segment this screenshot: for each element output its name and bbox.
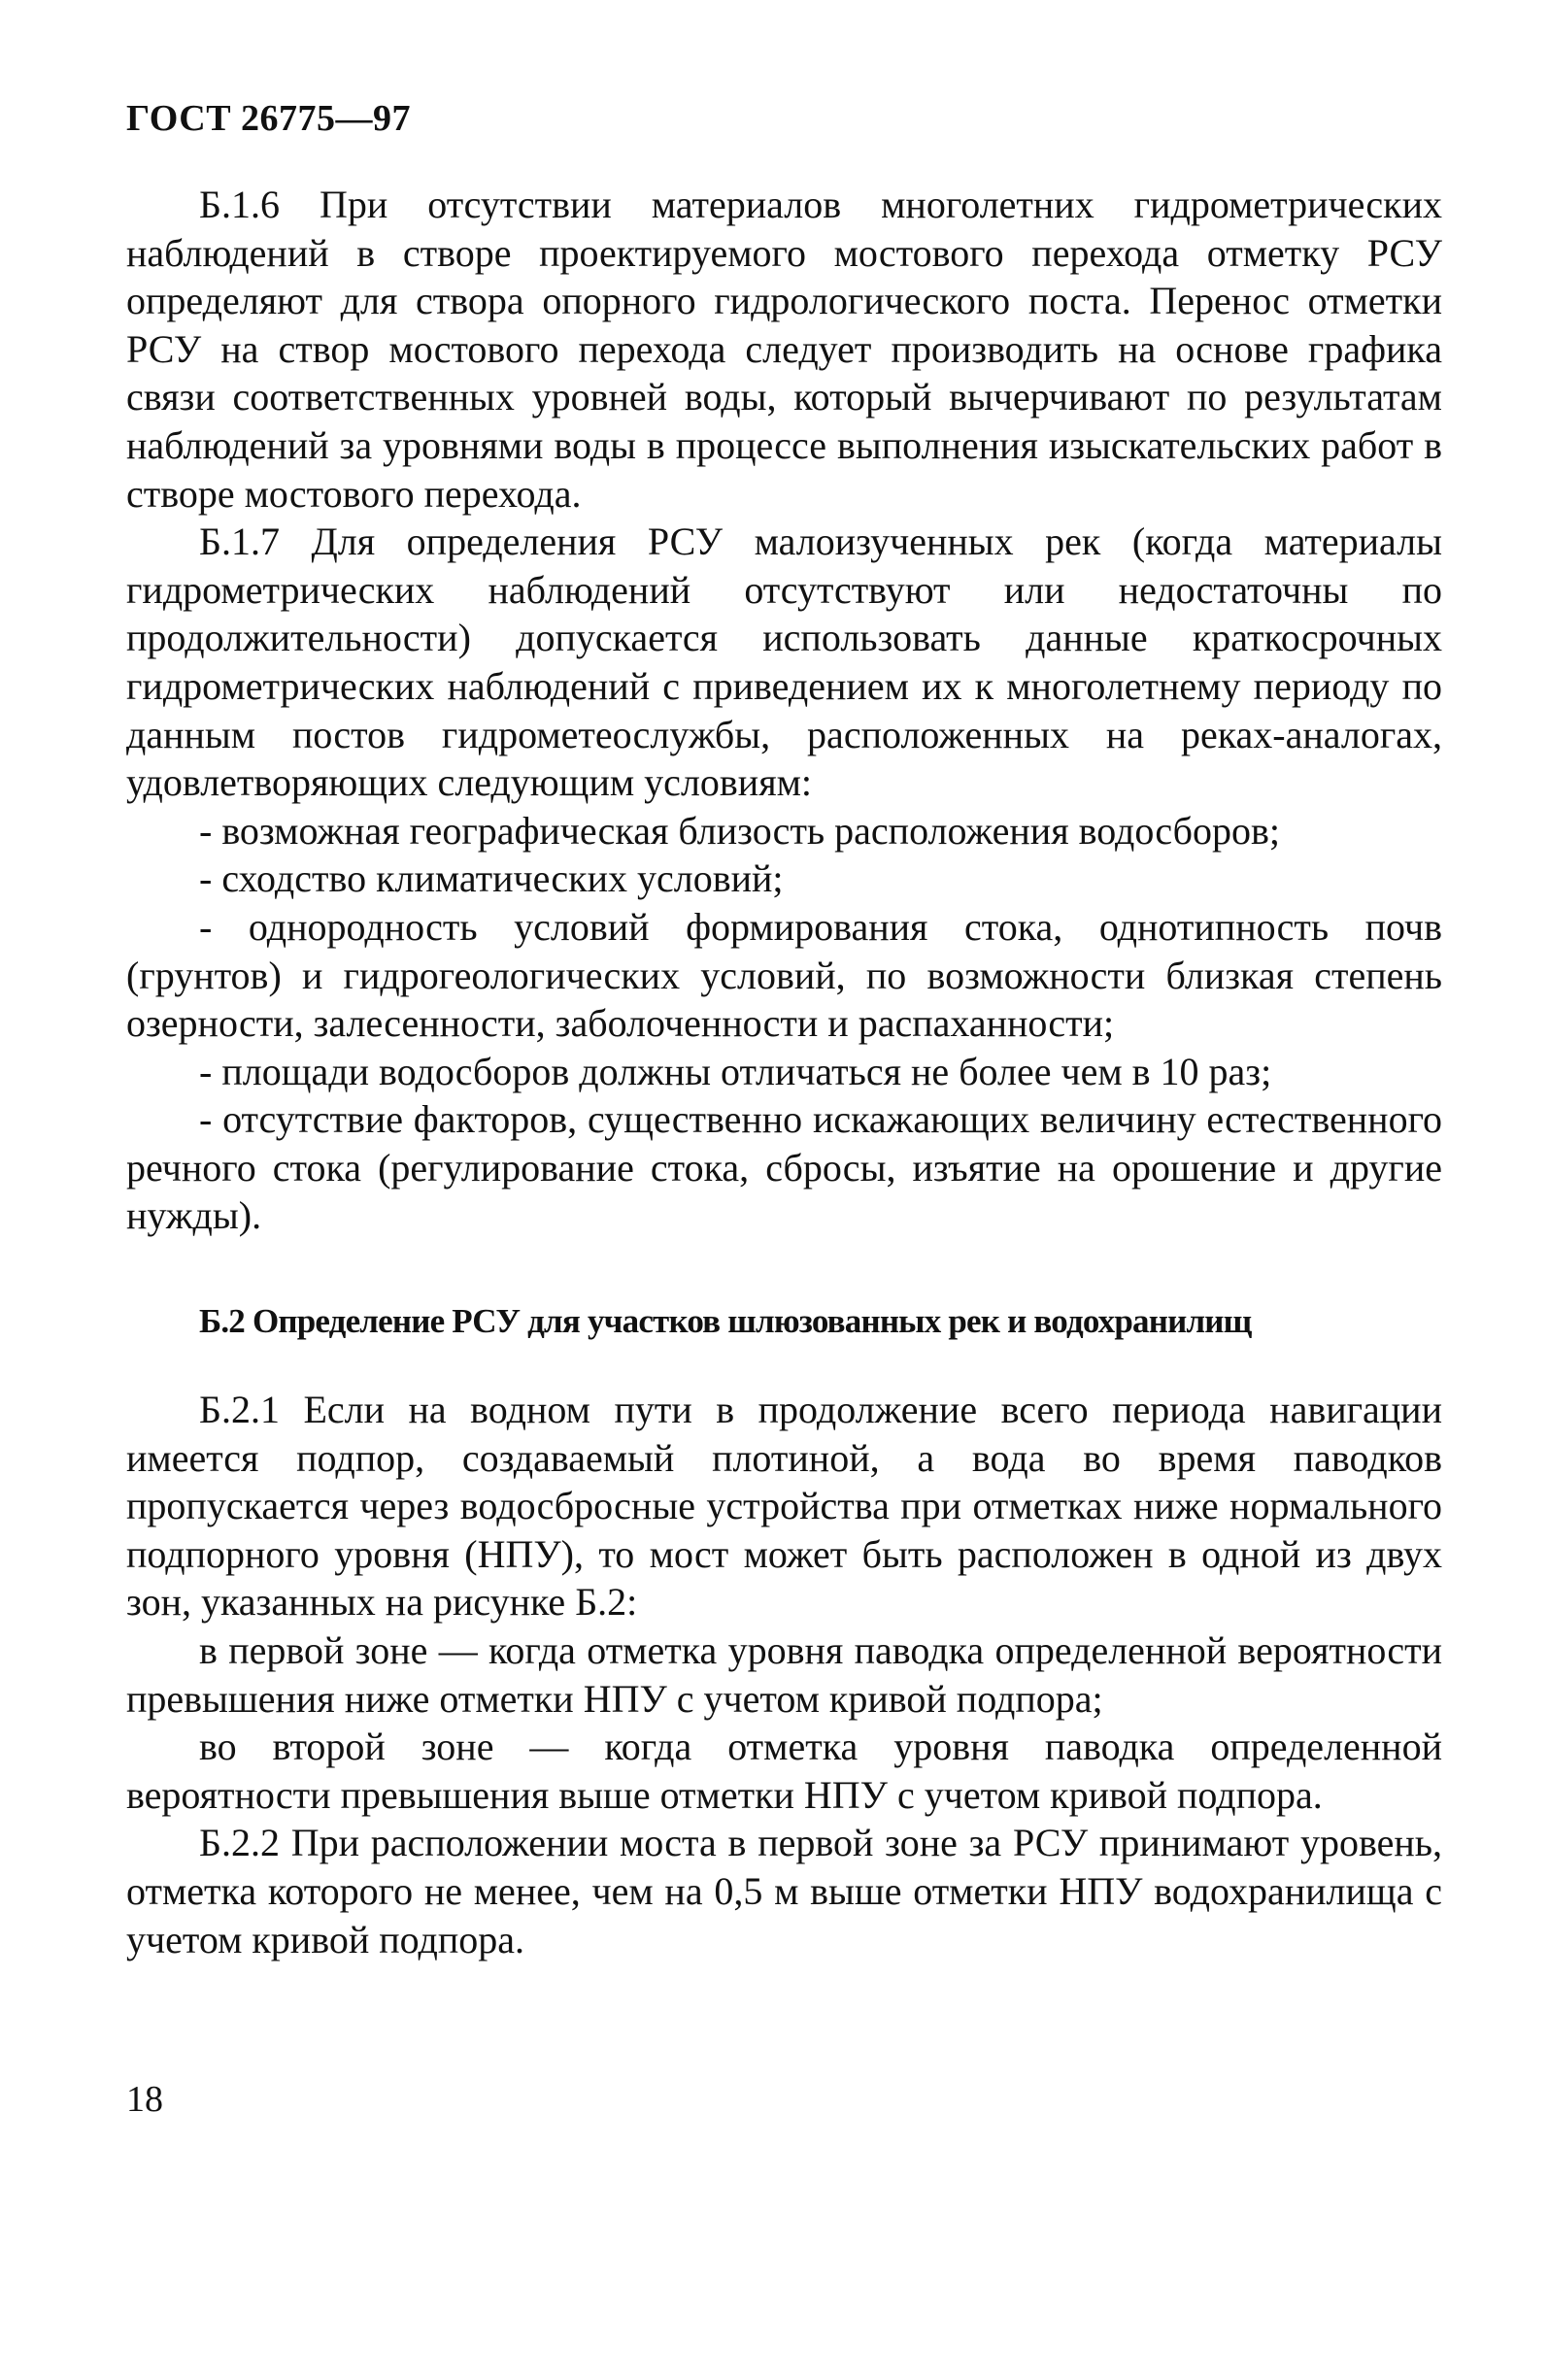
paragraph-zone-1: в первой зоне — когда отметка уровня паводка определенной вероятности превышения ниже отметки НПУ с учетом кривой подпора; — [126, 1628, 1442, 1721]
paragraph-b-2-2: Б.2.2 При расположении моста в первой зоне за РСУ принимают уровень, отметка которого не менее, чем на 0,5 м выше отметки НПУ водохранилища с учетом кривой подпора. — [126, 1821, 1442, 1961]
condition-item: - сходство климатических условий; — [199, 856, 784, 901]
document-body — [126, 181, 1442, 1963]
paragraph-b-1-7: Б.1.7 Для определения РСУ малоизученных рек (когда материалы гидрометрических наблюдений отсутствуют или недостаточны по продолжительности) допускается использовать данные краткосрочных гидрометрических наблюдений с приведением их к многолетнему периоду по данным постов гидрометеослужбы, расположенных на реках-аналогах, удовлетворяющих следующим условиям: — [126, 520, 1442, 805]
standard-header: ГОСТ 26775—97 — [126, 98, 412, 139]
paragraph-zone-2: во второй зоне — когда отметка уровня паводка определенной вероятности превышения выше отметки НПУ с учетом кривой подпора. — [126, 1725, 1442, 1817]
condition-item: - однородность условий формирования стока, однотипность почв (грунтов) и гидрогеологических условий, по возможности близкая степень озерности, залесенности, заболоченности и распаханности; — [126, 904, 1442, 1046]
condition-item: - отсутствие факторов, существенно искажающих величину естественного речного стока (регулирование стока, сбросы, изъятие на орошение и другие нужды). — [126, 1097, 1442, 1238]
condition-item: - возможная географическая близость расположения водосборов; — [199, 808, 1280, 853]
paragraph-b-2-1: Б.2.1 Если на водном пути в продолжение всего периода навигации имеется подпор, создаваемый плотиной, а вода во время паводков пропускается через водосбросные устройства при отметках ниже нормального подпорного уровня (НПУ), то мост может быть расположен в одной из двух зон, указанных на рисунке Б.2: — [126, 1388, 1442, 1625]
page-number: 18 — [126, 2079, 163, 2120]
paragraph-b-1-6: Б.1.6 При отсутствии материалов многолетних гидрометрических наблюдений в створе проектируемого мостового перехода отметку РСУ определяют для створа опорного гидрологического поста. Перенос отметки РСУ на створ мостового перехода следует производить на основе графика связи соответственных уровней воды, который вычерчивают по результатам наблюдений за уровнями воды в процессе выполнения изыскательских работ в створе мостового перехода. — [126, 183, 1442, 516]
condition-item: - площади водосборов должны отличаться не более чем в 10 раз; — [199, 1049, 1272, 1093]
section-title-b-2: Б.2 Определение РСУ для участков шлюзованных рек и водохранилищ — [199, 1302, 1252, 1341]
